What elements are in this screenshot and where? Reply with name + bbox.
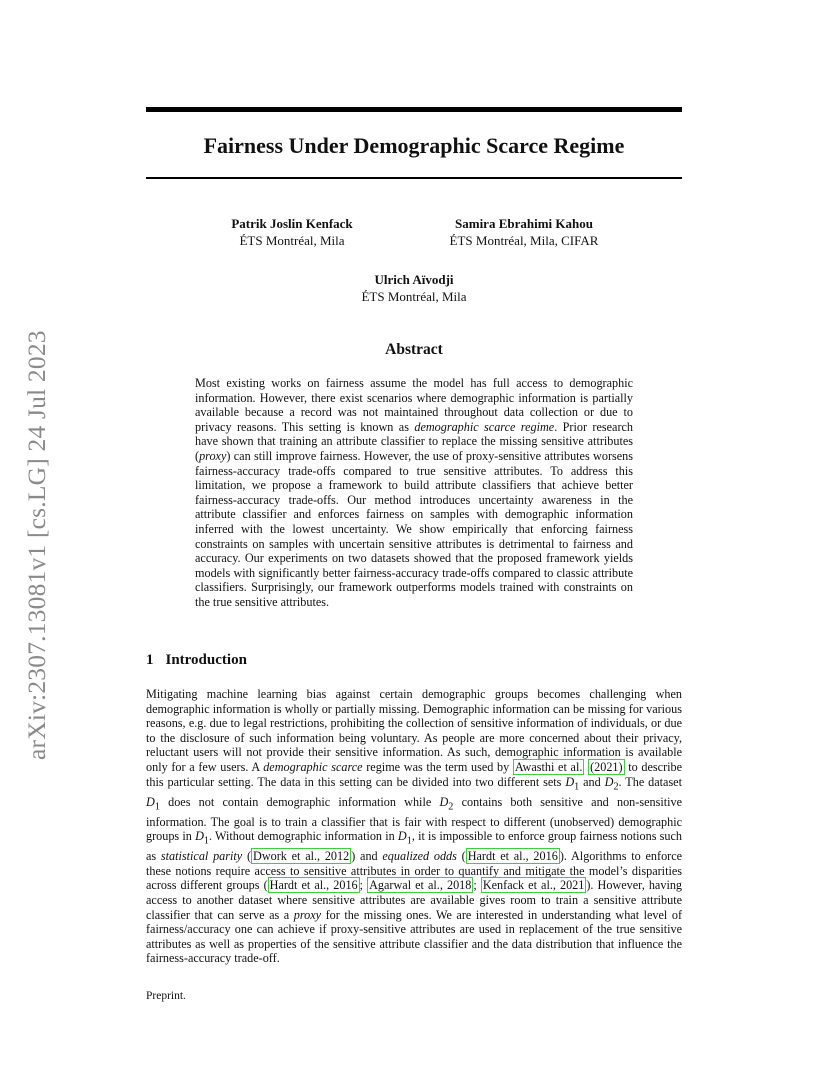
intro-text-segment: and	[579, 774, 605, 789]
abstract-text	[195, 376, 633, 610]
section-heading-introduction	[146, 652, 247, 669]
author-name: Patrik Joslin Kenfack	[231, 216, 353, 231]
citation-separator: ;	[359, 878, 368, 893]
intro-text-segment: Mitigating machine learning bias against certain demographic groups becomes challenging when demographic information is wholly or partially missing. Demographic information can be missing for various reasons, e.g. due to legal restrictions, prohibiting the collection of sensitive information of individuals, or due to the disclosure of such information being voluntary. As people are more concerned about their privacy, reluctant users will not provide their sensitive information. As such, demographic information is available only for a few users. A	[146, 687, 682, 774]
intro-text-segment: ) and	[351, 849, 383, 864]
abstract-heading: Abstract	[385, 341, 443, 358]
author-affiliation: ÉTS Montréal, Mila	[361, 289, 467, 304]
citation-link[interactable]: Hardt et al., 2016	[269, 878, 358, 893]
abstract-text-segment: . Prior research have shown that training an attribute classifier to replace the missing sensitive attributes (	[195, 419, 634, 463]
section-title: Introduction	[165, 652, 247, 668]
citation-link[interactable]: Agarwal et al., 2018	[369, 878, 472, 893]
author-affiliation: ÉTS Montréal, Mila	[239, 233, 345, 248]
intro-text-segment: does not contain demographic information while	[159, 794, 440, 809]
intro-emphasis: statistical parity	[160, 849, 243, 864]
footer-note: Preprint.	[146, 990, 186, 1002]
author-affiliation: ÉTS Montréal, Mila, CIFAR	[449, 233, 599, 248]
intro-text-segment: . The dataset	[618, 774, 682, 789]
author-block-2	[424, 215, 624, 249]
math-symbol: D	[397, 829, 407, 844]
math-symbol: D	[604, 774, 614, 789]
intro-text-segment: to describe this particular setting. The data in this setting can be divided into two different sets	[146, 759, 683, 789]
abstract-text-segment: ) can still improve fairness. However, the use of proxy-sensitive attributes worsens fairness-accuracy trade-offs compared to true sensitive attributes. To address this limitation, we propose a framework to build attribute classifiers that achieve better fairness-accuracy trade-offs. Our method introduces uncertainty awareness in the attribute classifier and enforces fairness on samples with demographic information inferred with the lowest uncertainty. We show empirically that enforcing fairness constraints on samples with uncertain sensitive attributes is detrimental to fairness and accuracy. Our experiments on two datasets showed that the proposed framework yields models with significantly better fairness-accuracy trade-offs compared to classic attribute classifiers. Surprisingly, our framework outperforms models trained with constraints on the true sensitive attributes.	[195, 448, 633, 609]
math-subscript: 1	[406, 835, 412, 847]
intro-text-segment: (	[242, 849, 252, 864]
math-subscript: 1	[574, 781, 580, 792]
math-subscript: 2	[613, 781, 619, 792]
math-symbol: D	[565, 774, 575, 789]
intro-text-segment: (	[456, 849, 466, 864]
math-symbol: D	[195, 829, 204, 844]
intro-text-segment: regime was the term used by	[362, 759, 513, 774]
author-block-3	[334, 271, 494, 305]
abstract-emphasis: proxy	[199, 448, 227, 463]
abstract-emphasis: demographic scarce regime	[414, 419, 555, 434]
citation-separator: ;	[473, 878, 481, 893]
title-bottom-rule	[146, 177, 682, 179]
intro-text-segment: . Without demographic information in	[208, 829, 398, 844]
math-subscript: 1	[203, 835, 209, 847]
section-number: 1	[146, 652, 154, 668]
intro-text-segment: ). Algorithms to enforce these notions require access to sensitive attributes in order to quantify and mitigate the model’s disparities across different groups (	[146, 849, 683, 893]
intro-text-segment: for the missing ones. We are interested in understanding what level of fairness/accuracy one can achieve if proxy-sensitive attributes are used in replacement of the true sensitive attributes as well as properties of the sensitive attribute classifier and the data distribution that influence the fairness-accuracy trade-off.	[146, 907, 683, 966]
citation-link[interactable]: Dwork et al., 2012	[253, 849, 350, 864]
citation-link[interactable]: Kenfack et al., 2021	[482, 878, 585, 893]
math-symbol: D	[439, 794, 449, 809]
author-name: Samira Ebrahimi Kahou	[455, 216, 593, 231]
arxiv-identifier: arXiv:2307.13081v1 [cs.LG] 24 Jul 2023	[22, 330, 51, 760]
citation-link[interactable]: Hardt et al., 2016	[467, 849, 558, 864]
intro-text-segment: contains both sensitive and non-sensitive information. The goal is to train a classifier that is fair with respect to different (unobserved) demographic groups in	[146, 794, 682, 844]
intro-emphasis: equalized odds	[382, 849, 457, 864]
math-subscript: 2	[448, 801, 454, 813]
intro-text-segment: , it is impossible to enforce group fairness notions such as	[146, 829, 683, 864]
intro-emphasis: demographic scarce	[263, 759, 363, 774]
paper-title: Fairness Under Demographic Scarce Regime	[203, 133, 625, 158]
math-symbol: D	[146, 794, 155, 809]
title-top-rule	[146, 107, 682, 112]
author-name: Ulrich Aïvodji	[374, 272, 454, 287]
introduction-text	[146, 687, 682, 966]
intro-emphasis: proxy	[293, 907, 322, 922]
author-block-1	[212, 215, 372, 249]
intro-text-segment: ). However, having access to another dataset where sensitive attributes are available gives room to train a sensitive attribute classifier that can serve as a	[146, 878, 683, 922]
citation-link[interactable]: Awasthi et al.	[514, 759, 583, 774]
abstract-text-segment: Most existing works on fairness assume the model has full access to demographic information. However, there exist scenarios where demographic information is partially available because a record was not maintained throughout data collection or due to privacy reasons. This setting is known as	[195, 376, 633, 434]
citation-link[interactable]: (2021)	[590, 759, 623, 774]
math-subscript: 1	[154, 801, 160, 813]
